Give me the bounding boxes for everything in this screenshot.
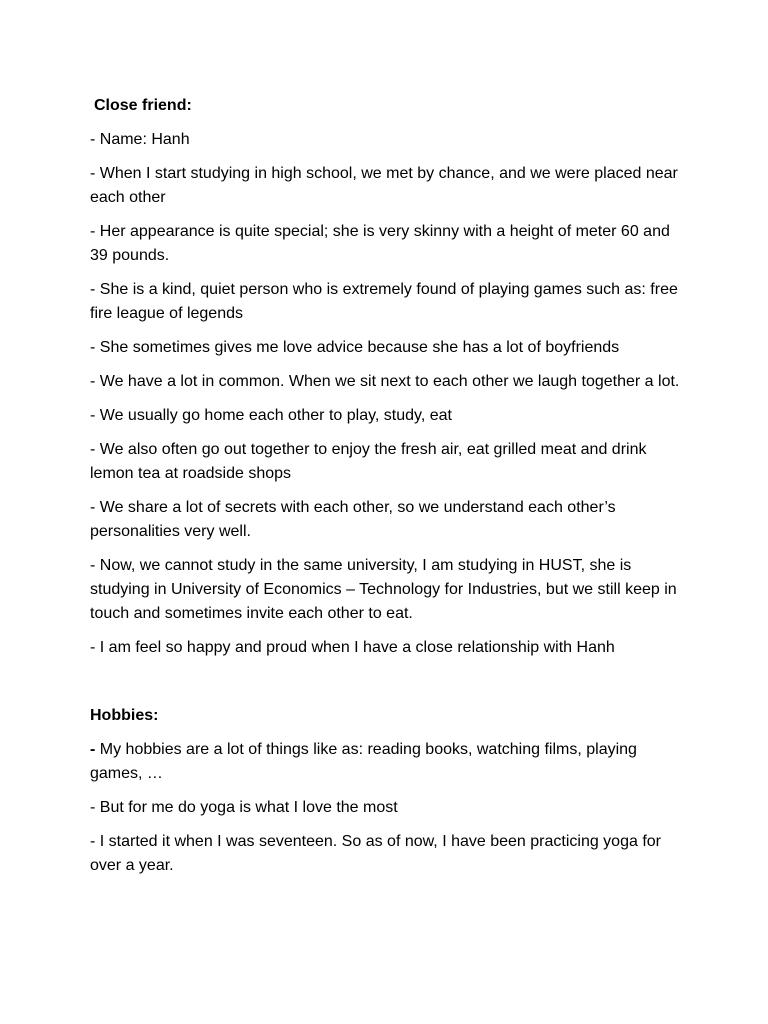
friend-item-personality: - She is a kind, quiet person who is extremely found of playing games such as: free fire league of legends (90, 281, 678, 322)
friend-item-secrets: - We share a lot of secrets with each other, so we understand each other’s personalities very well. (90, 499, 616, 540)
friend-item-feeling: - I am feel so happy and proud when I have a close relationship with Hanh (90, 639, 615, 656)
hobbies-item-list (90, 738, 690, 786)
friend-item-meeting: - When I start studying in high school, we met by chance, and we were placed near each other (90, 165, 678, 206)
friend-item-home: - We usually go home each other to play, study, eat (90, 407, 452, 424)
friend-item-outings: - We also often go out together to enjoy the fresh air, eat grilled meat and drink lemon tea at roadside shops (90, 441, 647, 482)
section-spacer (90, 670, 690, 704)
document-page (90, 94, 690, 888)
friend-item-name: - Name: Hanh (90, 131, 190, 148)
hobbies-item-yoga: - But for me do yoga is what I love the most (90, 799, 398, 816)
friend-item-advice: - She sometimes gives me love advice because she has a lot of boyfriends (90, 339, 620, 356)
hobbies-heading: Hobbies: (90, 707, 159, 724)
hobbies-item-started: - I started it when I was seventeen. So as of now, I have been practicing yoga for over a year. (90, 833, 661, 874)
friend-item-common: - We have a lot in common. When we sit next to each other we laugh together a lot. (90, 373, 680, 390)
friend-item-appearance: - Her appearance is quite special; she is very skinny with a height of meter 60 and 39 pounds. (90, 223, 670, 264)
friend-item-university: - Now, we cannot study in the same university, I am studying in HUST, she is studying in University of Economics – Technology for Industries, but we still keep in touch and sometimes invite each other to eat. (90, 557, 677, 622)
close-friend-heading: Close friend: (94, 97, 192, 114)
hobbies-item-dash: - (90, 741, 96, 758)
hobbies-item-text: My hobbies are a lot of things like as: reading books, watching films, playing games, … (90, 741, 637, 782)
